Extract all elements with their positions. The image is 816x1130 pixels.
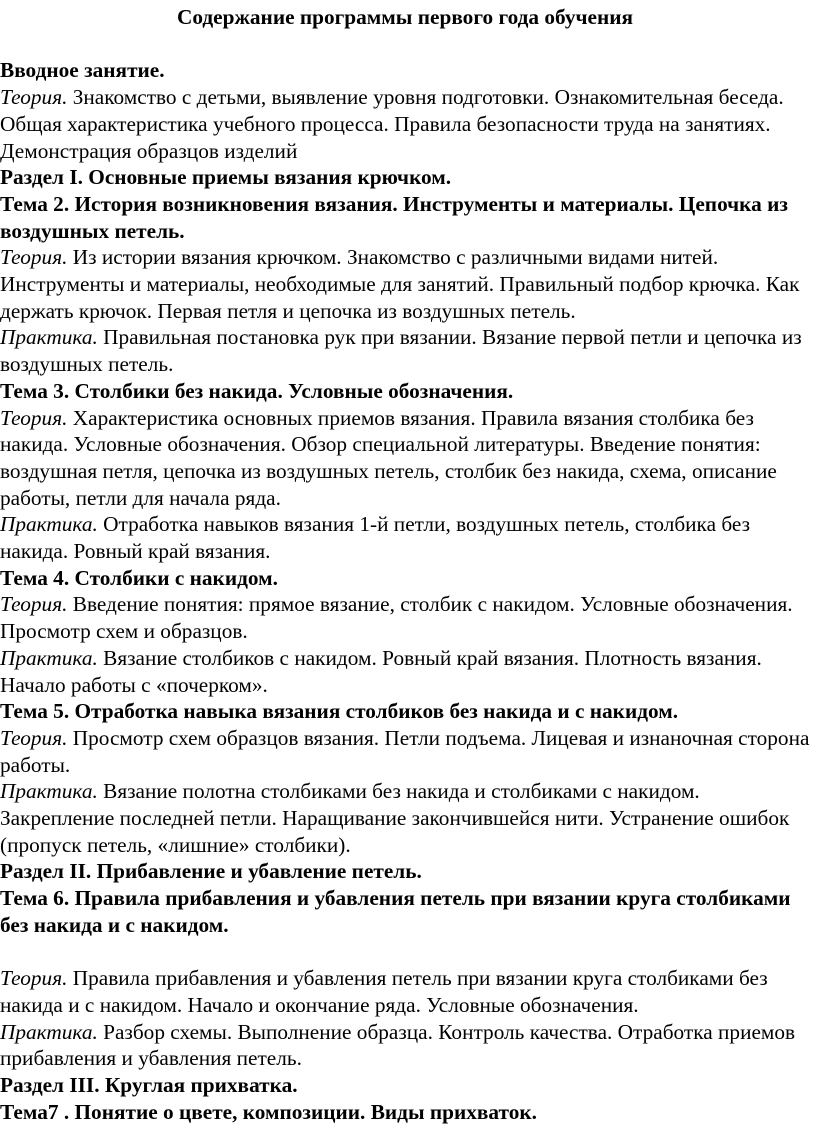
theory-label: Теория. (0, 85, 68, 110)
blank-line (0, 31, 810, 58)
practice-text: Правильная постановка рук при вязании. Вязание первой петли и цепочка из воздушных петель. (0, 325, 802, 377)
document-title: Содержание программы первого года обучения (176, 5, 634, 29)
topic-6-heading: Тема 6. Правила прибавления и убавления петель при вязании круга столбиками без накида и с накидом. (0, 886, 791, 937)
topic-6-theory-paragraph (0, 965, 810, 1018)
section-2-heading: Раздел II. Прибавление и убавление петель. (0, 859, 422, 884)
topic-5-heading: Тема 5. Отработка навыка вязания столбиков без накида и с накидом. (0, 699, 679, 724)
practice-label: Практика. (0, 1019, 98, 1044)
practice-text: Разбор схемы. Выполнение образца. Контроль качества. Отработка приемов прибавления и убавления петель. (0, 1019, 796, 1071)
theory-label: Теория. (0, 405, 68, 430)
topic-3-practice-paragraph (0, 511, 810, 564)
topic-5-practice-paragraph (0, 778, 810, 858)
theory-text: Введение понятия: прямое вязание, столбик с накидом. Условные обозначения. Просмотр схем и образцов. (0, 592, 793, 644)
topic-4-heading: Тема 4. Столбики с накидом. (0, 565, 278, 590)
topic-2-practice-paragraph (0, 324, 810, 377)
practice-text: Вязание столбиков с накидом. Ровный край вязания. Плотность вязания. Начало работы с «почерком». (0, 645, 762, 697)
topic-4-theory-paragraph (0, 591, 810, 644)
practice-label: Практика. (0, 512, 98, 537)
section-3-heading: Раздел III. Круглая прихватка. (0, 1073, 298, 1098)
intro-theory-paragraph (0, 84, 810, 164)
topic-3-theory-paragraph (0, 405, 810, 512)
blank-line (0, 939, 810, 966)
theory-text: Правила прибавления и убавления петель при вязании круга столбиками без накида и с накидом. Начало и окончание ряда. Условные обозначения. (0, 966, 768, 1017)
theory-label: Теория. (0, 725, 68, 750)
topic-6-practice-paragraph (0, 1019, 810, 1072)
intro-heading: Вводное занятие. (0, 58, 165, 83)
theory-label: Теория. (0, 592, 68, 617)
theory-text: Характеристика основных приемов вязания. Правила вязания столбика без накида. Условные обозначения. Обзор специальной литературы. Введение понятия: воздушная петля, цепочка из воздушных петель, столбик без накида, схема, описание работы, петли для начала ряда. (0, 405, 777, 510)
topic-2-theory-paragraph (0, 244, 810, 324)
theory-label: Теория. (0, 966, 68, 991)
topic-2-heading: Тема 2. История возникновения вязания. Инструменты и материалы. Цепочка из воздушных петель. (0, 191, 788, 243)
topic-3-heading: Тема 3. Столбики без накида. Условные обозначения. (0, 378, 514, 403)
theory-text: Просмотр схем образцов вязания. Петли подъема. Лицевая и изнаночная сторона работы. (0, 725, 810, 777)
section-1-heading: Раздел I. Основные приемы вязания крючком. (0, 165, 452, 190)
topic-4-practice-paragraph (0, 645, 810, 698)
practice-label: Практика. (0, 645, 98, 670)
theory-text: Знакомство с детьми, выявление уровня подготовки. Ознакомительная беседа. Общая характеристика учебного процесса. Правила безопасности труда на занятиях. Демонстрация образцов изделий (0, 85, 784, 163)
topic-5-theory-paragraph (0, 725, 810, 778)
practice-label: Практика. (0, 779, 98, 804)
topic-7-heading: Тема7 . Понятие о цвете, композиции. Виды прихваток. (0, 1099, 537, 1124)
practice-text: Отработка навыков вязания 1-й петли, воздушных петель, столбика без накида. Ровный край вязания. (0, 512, 751, 564)
practice-label: Практика. (0, 325, 98, 350)
practice-text: Вязание полотна столбиками без накида и столбиками с накидом. Закрепление последней петли. Наращивание закончившейся нити. Устранение ошибок (пропуск петель, «лишние» столбики). (0, 779, 790, 857)
theory-text: Из истории вязания крючком. Знакомство с различными видами нитей. Инструменты и материалы, необходимые для занятий. Правильный подбор крючка. Как держать крючок. Первая петля и цепочка из воздушных петель. (0, 245, 800, 323)
theory-label: Теория. (0, 245, 68, 270)
